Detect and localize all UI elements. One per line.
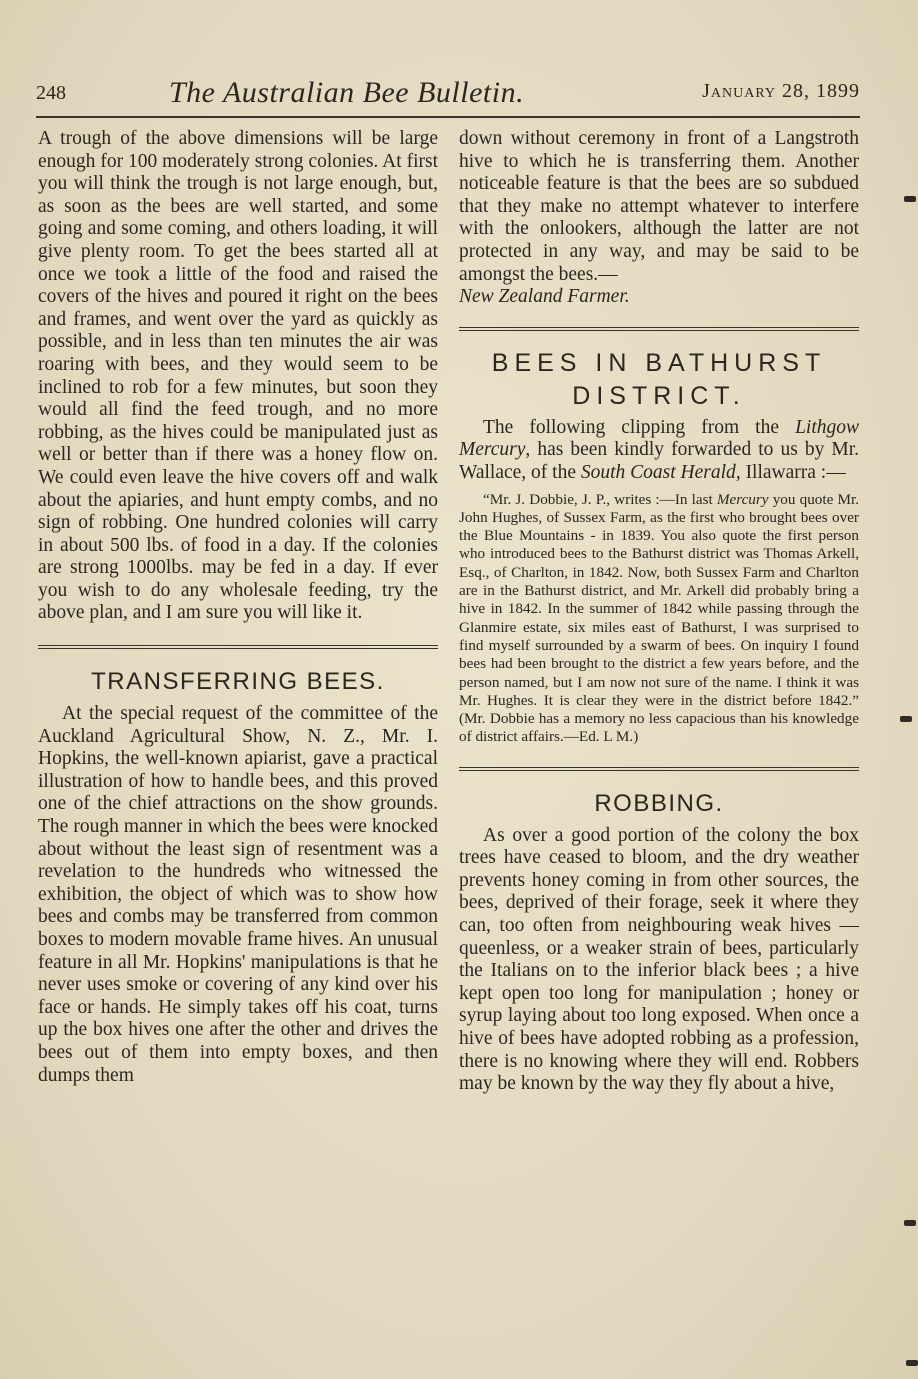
- margin-mark: [904, 196, 916, 202]
- quote-text: “Mr. J. Dobbie, J. P., writes :—In last: [483, 490, 717, 508]
- intro-source-italic: Lithgow Mercury: [459, 416, 859, 461]
- transferring-continued-paragraph: [459, 128, 859, 309]
- dobbie-quote: [459, 491, 859, 747]
- section-divider: [459, 327, 859, 331]
- bathurst-intro: [459, 417, 859, 485]
- margin-mark: [906, 1360, 918, 1366]
- header-rule: [36, 116, 860, 118]
- right-column: [459, 128, 859, 1096]
- robbing-paragraph: As over a good portion of the colony the box trees have ceased to bloom, and the dry weather prevents honey coming in from other sources, the bees, deprived of their forage, seek it where they can, too often from neighbouring weak hives —queenless, or a weaker strain of bees, particularly the Italians on to the inferior black bees ; a hive kept open too long for manipulation ; honey or syrup laying about too long exposed. When once a hive of bees have adopted robbing as a profession, there is no knowing where they will end. Robbers may be known by the way they fly about a hive,: [459, 824, 859, 1095]
- quote-text: you quote Mr. John Hughes, of Sussex Farm, as the first who brought bees over the Blue Mountains - in 1839. You also quote the first person who introduced bees to the Bathurst district was Thomas Arkell, Esq., of Charlton, in 1842. Now, both Sussex Farm and Charlton are in the Bathurst district, and Mr. Arkell did probably bring a hive in 1842. In the summer of 1842 while passing through the Glanmire estate, six miles east of Bathurst, I was surprised to find myself surrounded by a swarm of bees. On inquiry I found bees had been brought to the district a few years before, and the person named, but I am now not sure of the name. I think it was Mr. Hughes. It is clear they were in the district before 1842.” (Mr. Dobbie has a memory no less capacious than his knowledge of district affairs.—Ed. L M.): [459, 490, 859, 746]
- margin-mark: [900, 716, 912, 722]
- intro-text: The following clipping from the: [483, 416, 796, 438]
- page-number: 248: [36, 82, 66, 104]
- journal-title: The Australian Bee Bulletin.: [169, 76, 525, 109]
- section-divider: [38, 645, 438, 649]
- quote-italic: Mercury: [716, 490, 769, 508]
- section-divider: [459, 767, 859, 771]
- feeding-paragraph: A trough of the above dimensions will be large enough for 100 moderately strong colonies. At first you will think the trough is not large enough, but, as soon as the bees are well started, and some going and some coming, and others loading, it will give plenty room. To get the bees started all at once we took a little of the food and raised the covers of the hives and poured it right on the bees and frames, and went over the yard as quickly as possible, and in less than ten minutes the air was roaring with bees, and they would seem to be inclined to rob for a few minutes, but soon they would all find the feed trough, and no more robbing, as the hives could be manipulated just as well or better than if there was a honey flow on. We could even leave the hive covers off and walk about the apiaries, and hunt empty combs, and no sign of robbing. One hundred colonies will carry in about 500 lbs. of food in a day. If the colonies are strong 1000lbs. may be fed in a day. If ever you wish to do any wholesale feeding, try the above plan, and I am sure you will like it.: [38, 128, 438, 624]
- left-column: [38, 128, 438, 1087]
- transferring-paragraph: At the special request of the committee of the Auckland Agricultural Show, N. Z., Mr. I. Hopkins, the well-known apiarist, gave a practical illustration of how to handle bees, and this proved one of the chief attractions on the show grounds. The rough manner in which the bees were knocked about without the least sign of resentment was a revelation to the hundreds who witnessed the exhibition, the object of which was to show how bees and combs may be transferred from common boxes to modern movable frame hives. An unusual feature in all Mr. Hopkins' manipulations is that he never uses smoke or covering of any kind over his face or hands. He simply takes off his coat, turns up the box hives one after the other and drives the bees out of them into empty boxes, and then dumps them: [38, 703, 438, 1086]
- transferring-heading: TRANSFERRING BEES.: [91, 668, 385, 696]
- margin-mark: [904, 1220, 916, 1226]
- page-header: [36, 76, 860, 110]
- intro-text: , Illawarra :—: [735, 461, 846, 483]
- robbing-heading: ROBBING.: [594, 789, 724, 817]
- continued-text: down without ceremony in front of a Langstroth hive to which he is transferring them. Another noticeable feature is that the bees are so subdued that they make no attempt whatever to interfere with the onlookers, although the latter are not protected in any way, and may be said to be amongst the bees.—: [459, 128, 859, 285]
- intro-text: , has been kindly forwarded to us by Mr. Wallace, of the: [459, 439, 859, 483]
- bathurst-heading-line1: BEES IN BATHURST: [491, 348, 827, 377]
- intro-source-italic: South Coast Herald: [580, 461, 736, 483]
- issue-date: January 28, 1899: [702, 80, 860, 102]
- bathurst-heading-line2: DISTRICT.: [572, 381, 746, 410]
- source-citation: New Zealand Farmer.: [459, 286, 630, 308]
